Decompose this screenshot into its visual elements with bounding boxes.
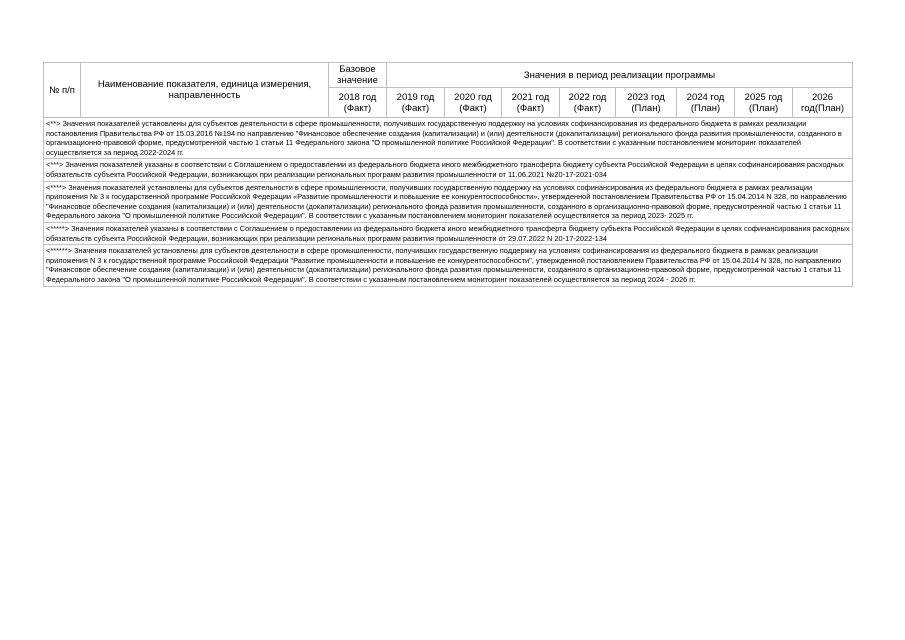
footnote-row xyxy=(44,245,853,286)
footnote-row xyxy=(44,222,853,244)
indicators-table xyxy=(43,62,853,287)
year-2019-header: 2019 год (Факт) xyxy=(387,88,445,118)
footnote-4-stars: <****> Значения показателей установлены для субъектов деятельности в сфере промышленности, получивших государственную поддержку на условиях софинансирования из федерального бюджета в рамках реализации приложения № 3 к государственной программе Российской Федерации «Развитие промышленности и повышение ее конкурентоспособности», утвержденной постановлением Правительства РФ от 15.04.2014 N 328, по направлению "Финансовое обеспечение создания (капитализации) и (или) деятельности (докапитализации) регионального фонда развития промышленности, созданного в организационно-правовой форме, предусмотренной частью 1 статьи 11 Федерального закона "О промышленной политике Российской Федерации". В соответствии с указанным постановлением мониторинг показателей осуществляется за период 2023- 2025 гг. xyxy=(44,181,853,222)
year-2020-header: 2020 год (Факт) xyxy=(445,88,502,118)
year-2023-header: 2023 год (План) xyxy=(616,88,677,118)
footnote-5-stars: <*****> Значения показателей указаны в соответствии с Соглашением о предоставлении из федерального бюджета иного межбюджетного трансферта бюджету субъекта Российской Федерации в целях софинансирования расходных обязательств субъекта Российской Федерации, возникающих при реализации региональных программ развития промышленности от 29.07.2022 N 20-17-2022-134 xyxy=(44,222,853,244)
year-2022-header: 2022 год (Факт) xyxy=(560,88,616,118)
footnote-3-stars: <***> Значения показателей указаны в соответствии с Соглашением о предоставлении из федерального бюджета иного межбюджетного трансферта бюджету субъекта Российской Федерации в целях софинансирования расходных обязательств субъекта Российской Федерации, возникающих при реализации региональных программ развития промышленности от 11.06.2021 №20-17-2021-034 xyxy=(44,159,853,181)
year-2018-header: 2018 год (Факт) xyxy=(329,88,387,118)
footnote-row xyxy=(44,159,853,181)
year-2025-header: 2025 год (План) xyxy=(735,88,793,118)
year-2021-header: 2021 год (Факт) xyxy=(502,88,560,118)
col-period-header: Значения в период реализации программы xyxy=(387,63,853,88)
year-2024-header: 2024 год (План) xyxy=(677,88,735,118)
year-2026-header: 2026 год(План) xyxy=(793,88,853,118)
footnote-6-stars: <******> Значения показателей установлены для субъектов деятельности в сфере промышленности, получивших государственную поддержку на условиях софинансирования из федерального бюджета в рамках реализации приложения N 3 к государственной программе Российской Федерации "Развитие промышленности и повышение ее конкурентоспособности", утвержденной постановлением Правительства РФ от 15.04.2014 N 328, по направлению "Финансовое обеспечение создания (капитализации) и (или) деятельности (докапитализации) регионального фонда развития промышленности, созданного в организационно-правовой форме, предусмотренной частью 1 статьи 11 Федерального закона "О промышленной политике Российской Федерации". В соответствии с указанным постановлением мониторинг показателей осуществляется за период 2024 - 2026 гг. xyxy=(44,245,853,286)
footnote-row xyxy=(44,181,853,222)
col-num-header: № п/п xyxy=(44,63,81,118)
footnote-2-stars: <**> Значения показателей установлены для субъектов деятельности в сфере промышленности, получивших государственную поддержку на условиях софинансирования из федерального бюджета в рамках реализации постановления Правительства РФ от 15.03.2016 №194 по направлению "Финансовое обеспечение создания (капитализации) и (или) деятельности (докапитализации) регионального фонда развития промышленности, созданного в организационно-правовой форме, предусмотренной частью 1 статьи 11 Федерального закона "О промышленной политике Российской Федерации". В соответствии с указанным постановлением мониторинг показателей осуществляется за период 2022-2024 гг. xyxy=(44,118,853,159)
col-name-header: Наименование показателя, единица измерения, направленность xyxy=(81,63,329,118)
header-row-1 xyxy=(44,63,853,88)
footnote-row xyxy=(44,118,853,159)
col-base-header: Базовое значение xyxy=(329,63,387,88)
